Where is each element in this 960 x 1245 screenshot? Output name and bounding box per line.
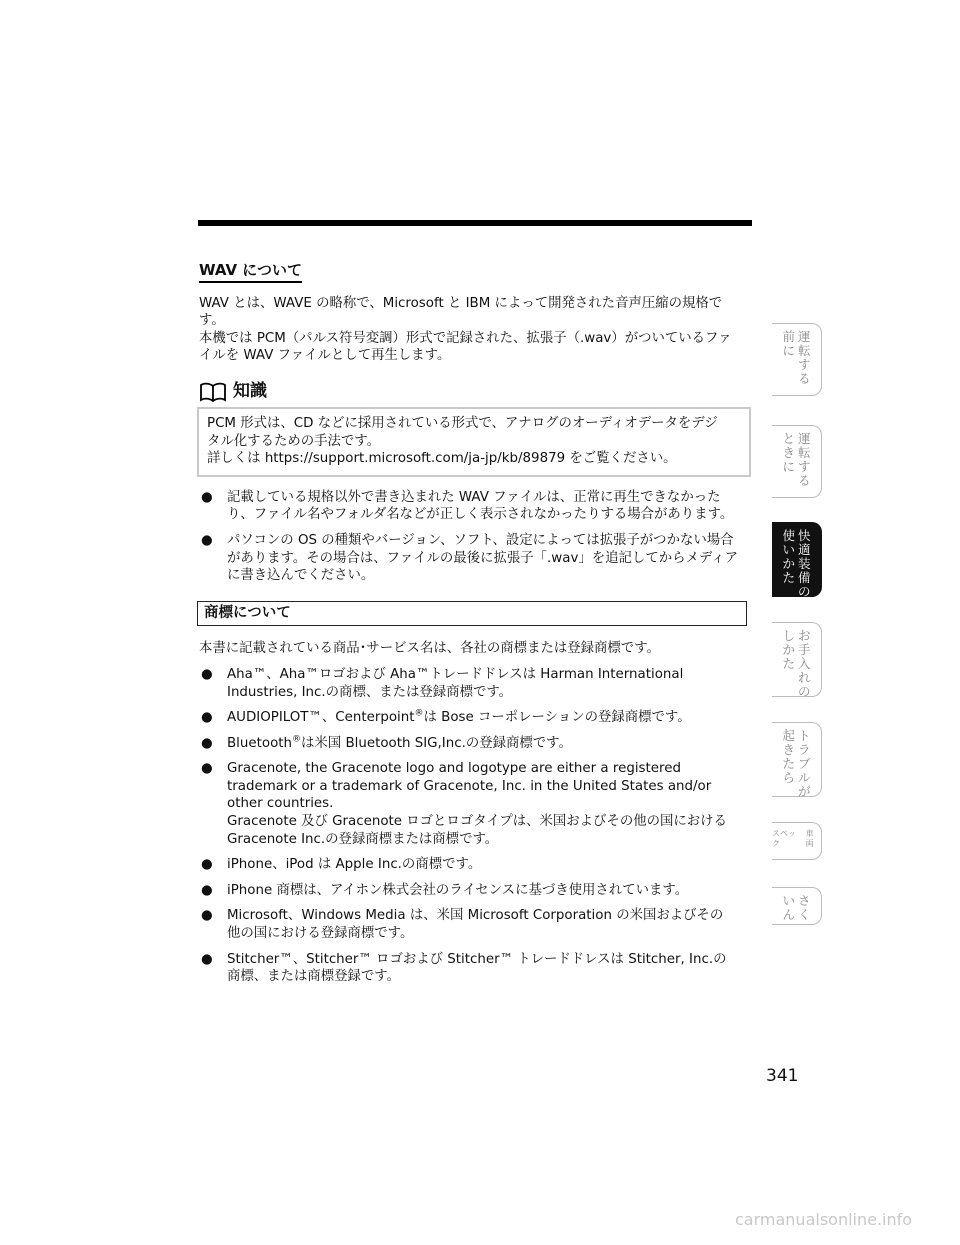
bullet-icon: ●	[201, 857, 213, 873]
tab-label-column	[782, 432, 795, 497]
tab-label-char: ト	[798, 728, 811, 743]
knowledge-line-1: PCM 形式は、CD などに採用されている形式で、アナログのオーディオデータをデジ	[207, 415, 718, 431]
tm-text: Microsoft、Windows Media は、米国 Microsoft Corporation の米国およびその	[227, 908, 724, 924]
list-item	[199, 735, 755, 753]
list-item	[199, 882, 755, 900]
tab-label-char: ル	[798, 770, 811, 785]
wav-text-3: 本機では PCM（パルス符号変調）形式で記録された、拡張子（.wav）がついているファ	[199, 330, 732, 346]
tab-label-column	[798, 330, 811, 395]
knowledge-heading	[199, 381, 755, 403]
tab-specifications[interactable]	[772, 822, 822, 860]
wav-text-1: WAV とは、WAVE の略称で、Microsoft と IBM によって開発された音声圧縮の規格で	[199, 295, 723, 311]
trademarks-intro: 本書に記載されている商品･サービス名は、各社の商標または登録商標です。	[199, 641, 660, 657]
tab-label-char: が	[798, 784, 811, 799]
list-item	[199, 532, 755, 585]
tab-label-char: さ	[798, 893, 811, 908]
tm-text: 商標、または商標登録です。	[227, 969, 401, 985]
tab-label-column	[798, 528, 811, 599]
tab-label-char: る	[798, 371, 811, 386]
trademarks-heading: 商標について	[197, 601, 747, 627]
tab-label-char: 運	[798, 329, 811, 344]
list-item	[199, 951, 755, 986]
top-rule	[198, 220, 752, 226]
bullet-icon: ●	[201, 882, 213, 898]
tab-label-column	[782, 894, 795, 924]
note-text: があります。その場合は、ファイルの最後に拡張子「.wav」を追記してからメディア	[227, 550, 738, 566]
tab-label-column	[782, 729, 795, 796]
tm-text: Aha™、Aha™ロゴおよび Aha™トレードドレスは Harman International	[227, 666, 684, 682]
list-item	[199, 709, 755, 727]
knowledge-line-2: タル化するための手法です。	[207, 433, 381, 449]
tab-maintenance[interactable]	[772, 622, 822, 697]
knowledge-label: 知識	[233, 381, 267, 402]
list-item	[199, 760, 755, 848]
tab-label-char: き	[782, 445, 795, 460]
tab-label-char: 適	[798, 542, 811, 557]
tm-text	[227, 735, 755, 753]
tab-label-char: い	[782, 542, 795, 557]
tab-label-column	[782, 529, 795, 596]
tm-text-post: は米国 Bluetooth SIG,Inc.の登録商標です。	[301, 735, 572, 751]
tab-label-char: ブ	[798, 756, 811, 771]
tab-label-char: い	[782, 893, 795, 908]
list-item	[199, 856, 755, 874]
bullet-icon: ●	[201, 710, 213, 726]
tab-label-char: 使	[782, 528, 795, 543]
tm-text: other countries.	[227, 796, 334, 812]
bullet-icon: ●	[201, 761, 213, 777]
bullet-icon: ●	[201, 735, 213, 751]
note-text: に書き込んでください。	[227, 568, 375, 584]
book-icon	[199, 381, 227, 403]
bullet-icon: ●	[201, 489, 213, 505]
tab-label-char: お	[798, 628, 811, 643]
tab-before-driving[interactable]	[772, 323, 822, 396]
tab-while-driving[interactable]	[772, 425, 822, 498]
tm-text: trademark or a trademark of Gracenote, Inc. in the United States and/or	[227, 778, 712, 794]
tab-label-char: の	[798, 584, 811, 599]
list-item	[199, 489, 755, 524]
note-text: パソコンの OS の種類やバージョン、ソフト、設定によっては拡張子がつかない場合	[227, 532, 734, 548]
tab-label-char: に	[782, 459, 795, 474]
registered-mark: ®	[292, 734, 302, 745]
bullet-icon: ●	[201, 532, 213, 548]
tab-label-char: ん	[782, 907, 795, 922]
trademarks-list	[199, 666, 755, 986]
wav-text-4: イルを WAV ファイルとして再生します。	[199, 348, 451, 364]
tab-label-column	[782, 330, 795, 395]
bullet-icon: ●	[201, 908, 213, 924]
note-text: 記載している規格以外で書き込まれた WAV ファイルは、正常に再生できなかった	[227, 489, 721, 505]
tm-text: Industries, Inc.の商標、または登録商標です。	[227, 684, 513, 700]
tm-text: Stitcher™、Stitcher™ ロゴおよび Stitcher™ トレードドレスは Stitcher, Inc.の	[227, 951, 727, 967]
list-item	[199, 907, 755, 942]
tab-label-column	[772, 829, 803, 859]
page-number: 341	[766, 1066, 799, 1086]
tab-label-char: く	[798, 907, 811, 922]
tm-text	[227, 709, 755, 727]
tab-label-char: す	[798, 459, 811, 474]
tab-label-char: スペック	[772, 829, 796, 848]
tab-label-char: 転	[798, 445, 811, 460]
tab-label-char: れ	[798, 670, 811, 685]
tab-label-char: 備	[798, 570, 811, 585]
tab-label-char: き	[782, 742, 795, 757]
tab-label-char: 起	[782, 728, 795, 743]
tab-label-char: 快	[798, 528, 811, 543]
wav-heading: WAV について	[199, 262, 302, 283]
tab-label-char: た	[782, 570, 795, 585]
tm-text: 他の国における登録商標です。	[227, 926, 414, 942]
bullet-icon: ●	[201, 666, 213, 682]
note-text: り、ファイル名やフォルダ名などが正しく表示されなかったりする場合があります。	[227, 507, 734, 523]
tab-label-column	[798, 432, 811, 497]
tab-label-char: た	[782, 656, 795, 671]
tab-label-column	[782, 629, 795, 696]
tab-label-char: か	[782, 642, 795, 657]
tab-label-char: 入	[798, 656, 811, 671]
tab-label-char: ラ	[798, 742, 811, 757]
tab-label-char: し	[782, 628, 795, 643]
tab-label-char: と	[782, 431, 795, 446]
tm-text-pre: Bluetooth	[227, 735, 293, 751]
knowledge-line-3: 詳しくは https://support.microsoft.com/ja-jp/kb/89879 をご覧ください。	[207, 451, 677, 467]
main-content	[199, 262, 755, 994]
tab-label-column	[806, 829, 821, 859]
tab-label-char: た	[782, 756, 795, 771]
tm-text: iPhone、iPod は Apple Inc.の商標です。	[227, 857, 482, 873]
tab-troubleshooting[interactable]	[772, 722, 822, 797]
tm-text: Gracenote Inc.の登録商標または商標です。	[227, 831, 499, 847]
tab-label-char: 車両	[805, 829, 814, 848]
tab-label-char: 前	[782, 329, 795, 344]
knowledge-box	[197, 407, 751, 477]
tab-label-char: ら	[782, 770, 795, 785]
tm-text-post: は Bose コーポレーションの登録商標です。	[423, 710, 691, 726]
tab-label-char: 手	[798, 642, 811, 657]
tab-label-char: る	[798, 473, 811, 488]
tab-label-column	[798, 728, 811, 799]
tab-comfort-features[interactable]	[772, 522, 822, 597]
tab-label-column	[798, 628, 811, 699]
tab-label-char: の	[798, 684, 811, 699]
tm-text: Gracenote, the Gracenote logo and logotype are either a registered	[227, 761, 681, 777]
tab-label-char: 装	[798, 556, 811, 571]
tab-label-column	[798, 894, 811, 924]
tab-label-char: 転	[798, 343, 811, 358]
wav-text-2: す。	[199, 313, 225, 329]
tab-label-char: す	[798, 357, 811, 372]
tm-text-pre: AUDIOPILOT™、Centerpoint	[227, 710, 415, 726]
tab-label-char: に	[782, 343, 795, 358]
tm-text: Gracenote 及び Gracenote ロゴとロゴタイプは、米国およびその他の国における	[227, 814, 727, 830]
watermark: carmanualsonline.info	[735, 1210, 913, 1229]
list-item	[199, 666, 755, 701]
tab-label-char: か	[782, 556, 795, 571]
tab-index[interactable]	[772, 887, 822, 925]
registered-mark: ®	[414, 708, 424, 719]
tab-label-char: 運	[798, 431, 811, 446]
notes-list	[199, 489, 755, 585]
bullet-icon: ●	[201, 951, 213, 967]
tm-text: iPhone 商標は、アイホン株式会社のライセンスに基づき使用されています。	[227, 882, 689, 898]
